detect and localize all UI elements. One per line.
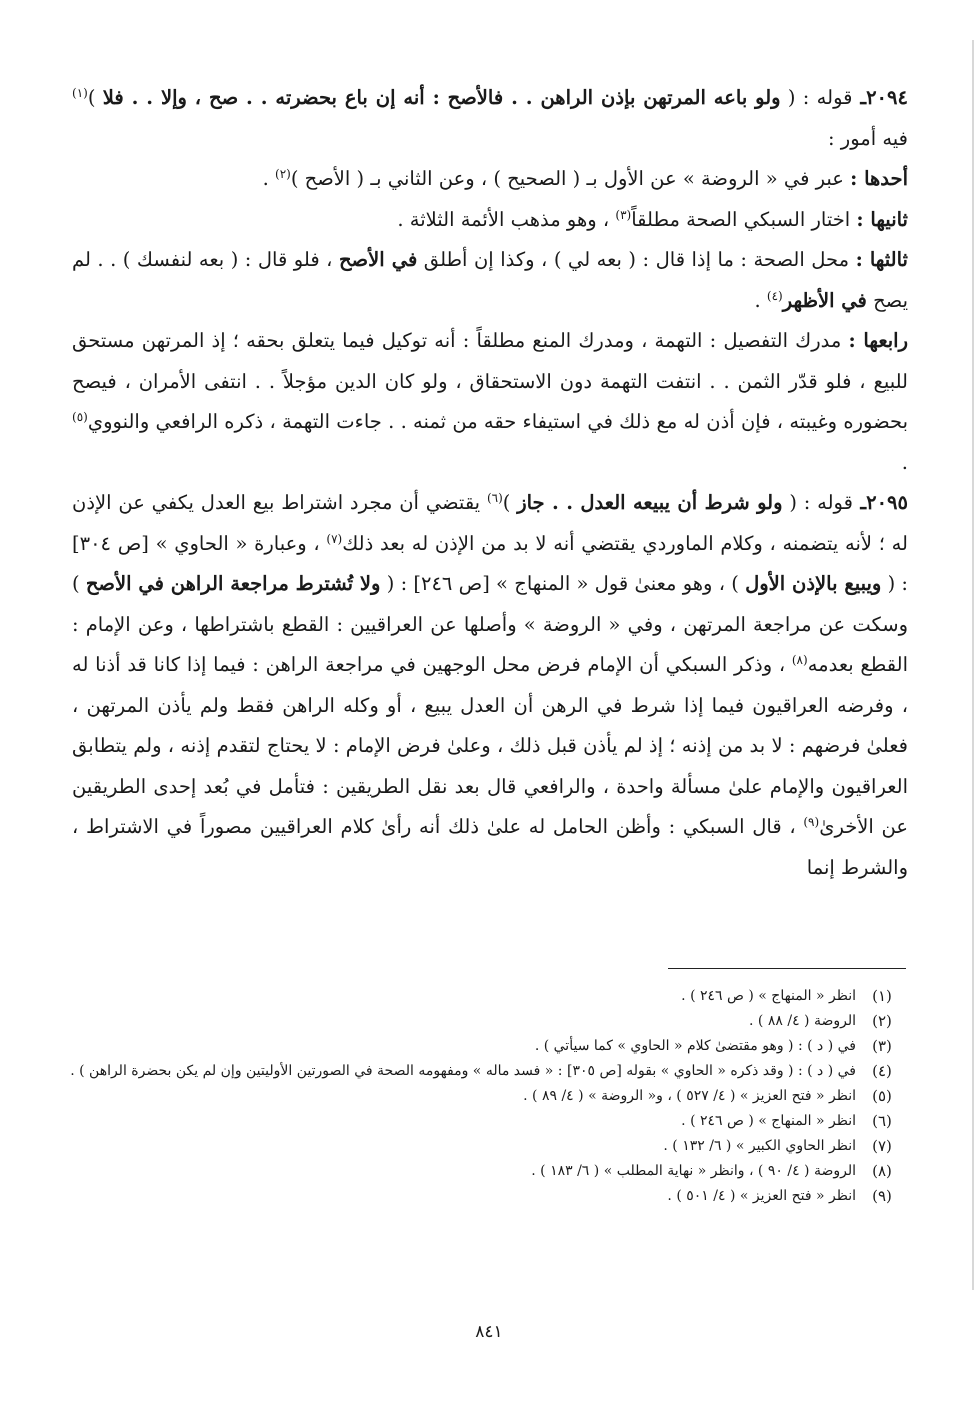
footnote-ref[interactable]: (٨) bbox=[791, 653, 808, 667]
footnote-number: (٨) bbox=[872, 1162, 892, 1180]
quoted-text: ولو باعه المرتهن بإذن الراهن . . فالأصح : أنه إن باع بحضرته . . صح ، وإلا . . فلا bbox=[102, 86, 781, 109]
paragraph-point-3: ثالثها : محل الصحة : ما إذا قال : ( بعه لي ) ، وكذا إن أطلق في الأصح ، فلو قال : ( بعه لنفسك ) . . لم يصح في الأظهر$^{(٤)}$ . bbox=[72, 248, 908, 312]
footnote-ref[interactable]: (٤) bbox=[766, 288, 783, 303]
footnote bbox=[66, 984, 908, 1009]
quoted-text: ولو شرط أن يبيعه العدل . . جاز bbox=[517, 491, 783, 514]
page-edge-line bbox=[972, 40, 974, 1290]
paragraph-point-1: أحدها : عبر في « الروضة » عن الأول بـ ( الصحيح ) ، وعن الثاني بـ ( الأصح )$^{(٢)}$ . bbox=[262, 167, 908, 190]
footnote-number: (١) bbox=[872, 987, 892, 1005]
point-label: أحدها : bbox=[850, 167, 908, 190]
point-label: ثانيها : bbox=[856, 207, 908, 231]
footnote bbox=[66, 1059, 908, 1084]
paragraph-2095: ٢٠٩٥ـ قوله : ( ولو شرط أن يبيعه العدل . . جاز )$^{(٦)}$ يقتضي أن مجرد اشتراط بيع العدل يكفي عن الإذن له ؛ لأنه يتضمنه ، وكلام الماوردي يقتضي أنه لا بد من الإذن له بعد ذلك$^{(٧)}$ ، وعبارة « الحاوي » [ص ٣٠٤] : ( ويبيع بالإذن الأول ) ، وهو معنىٰ قول « المنهاج » [ص ٢٤٦] : ( ولا تُشترط مراجعة الراهن في الأصح ) وسكت عن مراجعة المرتهن ، وفي « الروضة » وأصلها عن العراقيين : القطع باشتراطها ، وعن الإمام : القطع بعدمه$^{(٨)}$ ، وذكر السبكي أن الإمام فرض محل الوجهين في مراجعة الراهن : فيما إذا كانا قد أذنا له ، وفرضه العراقيون فيما إذا شرط في الرهن أن العدل يبيع ، أو وكله الراهن فقط ولم يأذن المرتهن ، فعلىٰ فرضهم : لا بد من إذنه ؛ إذ لم يأذن قبل ذلك ، وعلىٰ فرض الإمام : لا يحتاج لتقدم إذنه ، ولم يتطابق العراقيون والإمام علىٰ مسألة واحدة ، والرافعي قال بعد نقل الطريقين : فتأمل في بُعد إحدى الطريقين عن الأخرىٰ$^{(٩)}$ ، قال السبكي : وأظن الحامل له علىٰ ذلك أنه رأىٰ كلام العراقيين مصوراً في الاشتراط ، والشرط إنما bbox=[72, 491, 909, 879]
issue-number: ٢٠٩٥ـ bbox=[852, 491, 908, 514]
footnote-ref[interactable]: (١) bbox=[72, 86, 88, 100]
footnote-text: في ( د ) : ( وهو مقتضىٰ كلام « الحاوي » كما سيأتي ) . bbox=[534, 1038, 856, 1054]
main-text bbox=[72, 78, 908, 888]
footnote-text: انظر « فتح العزيز » ( ٤/ ٥٢٧ ) ، و« الروضة » ( ٤/ ٨٩ ) . bbox=[523, 1088, 856, 1104]
footnote-ref[interactable]: (٥) bbox=[72, 410, 88, 424]
footnote-text: الروضة ( ٤/ ٩٠ ) ، وانظر « نهاية المطلب » ( ٦/ ١٨٣ ) . bbox=[531, 1163, 856, 1179]
footnote-text: في ( د ) : ( وقد ذكره « الحاوي » بقوله [ص ٣٠٥] : « فسد ماله » ومفهومه الصحة في الصورتين الأوليتين وإن لم يكن بحضرة الراهن ) . bbox=[70, 1063, 856, 1079]
footnotes bbox=[66, 984, 908, 1209]
footnote bbox=[66, 1009, 908, 1034]
paragraph-point-2: ثانيها : اختار السبكي الصحة مطلقاً$^{(٣)}$ ، وهو مذهب الأئمة الثلاثة . bbox=[397, 207, 908, 231]
footnote-number: (٣) bbox=[872, 1037, 892, 1055]
paragraph-point-4: رابعها : مدرك التفصيل : التهمة ، ومدرك المنع مطلقاً : أنه توكيل فيما يتعلق بحقه ؛ إذ المرتهن مستحق للبيع ، فلو قدّر الثمن . . انتفت التهمة دون الاستحقاق ، ولو كان الدين مؤجلاً . . انتفى الأمران ، فيصح بحضوره وغيبته ، فإن أذن له مع ذلك في استيفاء حقه من ثمنه . . جاءت التهمة ، ذكره الرافعي والنووي$^{(٥)}$ . bbox=[72, 329, 908, 474]
footnote-ref[interactable]: (٧) bbox=[326, 531, 343, 546]
point-label: ثالثها : bbox=[855, 248, 908, 271]
footnote bbox=[66, 1109, 908, 1134]
footnote-text: انظر « فتح العزيز » ( ٤/ ٥٠١ ) . bbox=[667, 1188, 856, 1204]
footnote-ref[interactable]: (٩) bbox=[803, 815, 820, 829]
footnote-number: (٢) bbox=[872, 1012, 892, 1030]
footnote bbox=[66, 1134, 908, 1159]
footnote-text: انظر « المنهاج » ( ص ٢٤٦ ) . bbox=[681, 988, 856, 1004]
footnote bbox=[66, 1084, 908, 1109]
paragraph-2094: ٢٠٩٤ـ قوله : ( ولو باعه المرتهن بإذن الراهن . . فالأصح : أنه إن باع بحضرته . . صح ، وإلا . . فلا )$^{(١)}$ فيه أمور : bbox=[72, 86, 908, 150]
footnote-number: (٦) bbox=[872, 1112, 892, 1130]
footnote-number: (٤) bbox=[872, 1062, 892, 1080]
issue-number: ٢٠٩٤ـ bbox=[852, 86, 908, 109]
footnote-text: انظر الحاوي الكبير » ( ٦/ ١٣٢ ) . bbox=[663, 1138, 856, 1154]
footnote-number: (٧) bbox=[872, 1137, 892, 1155]
footnote-number: (٩) bbox=[872, 1187, 892, 1205]
footnote-ref[interactable]: (٣) bbox=[615, 207, 632, 222]
footnote-number: (٥) bbox=[872, 1087, 892, 1105]
footnote bbox=[66, 1184, 908, 1209]
footnote bbox=[66, 1159, 908, 1184]
page-number: ٨٤١ bbox=[475, 1322, 503, 1342]
footnote-divider bbox=[668, 968, 906, 969]
footnote-text: انظر « المنهاج » ( ص ٢٤٦ ) . bbox=[681, 1113, 856, 1129]
footnote-ref[interactable]: (٢) bbox=[275, 167, 291, 181]
footnote bbox=[66, 1034, 908, 1059]
footnote-text: الروضة ( ٤/ ٨٨ ) . bbox=[749, 1013, 856, 1029]
point-label: رابعها : bbox=[848, 329, 908, 352]
footnote-ref[interactable]: (٦) bbox=[486, 491, 503, 505]
